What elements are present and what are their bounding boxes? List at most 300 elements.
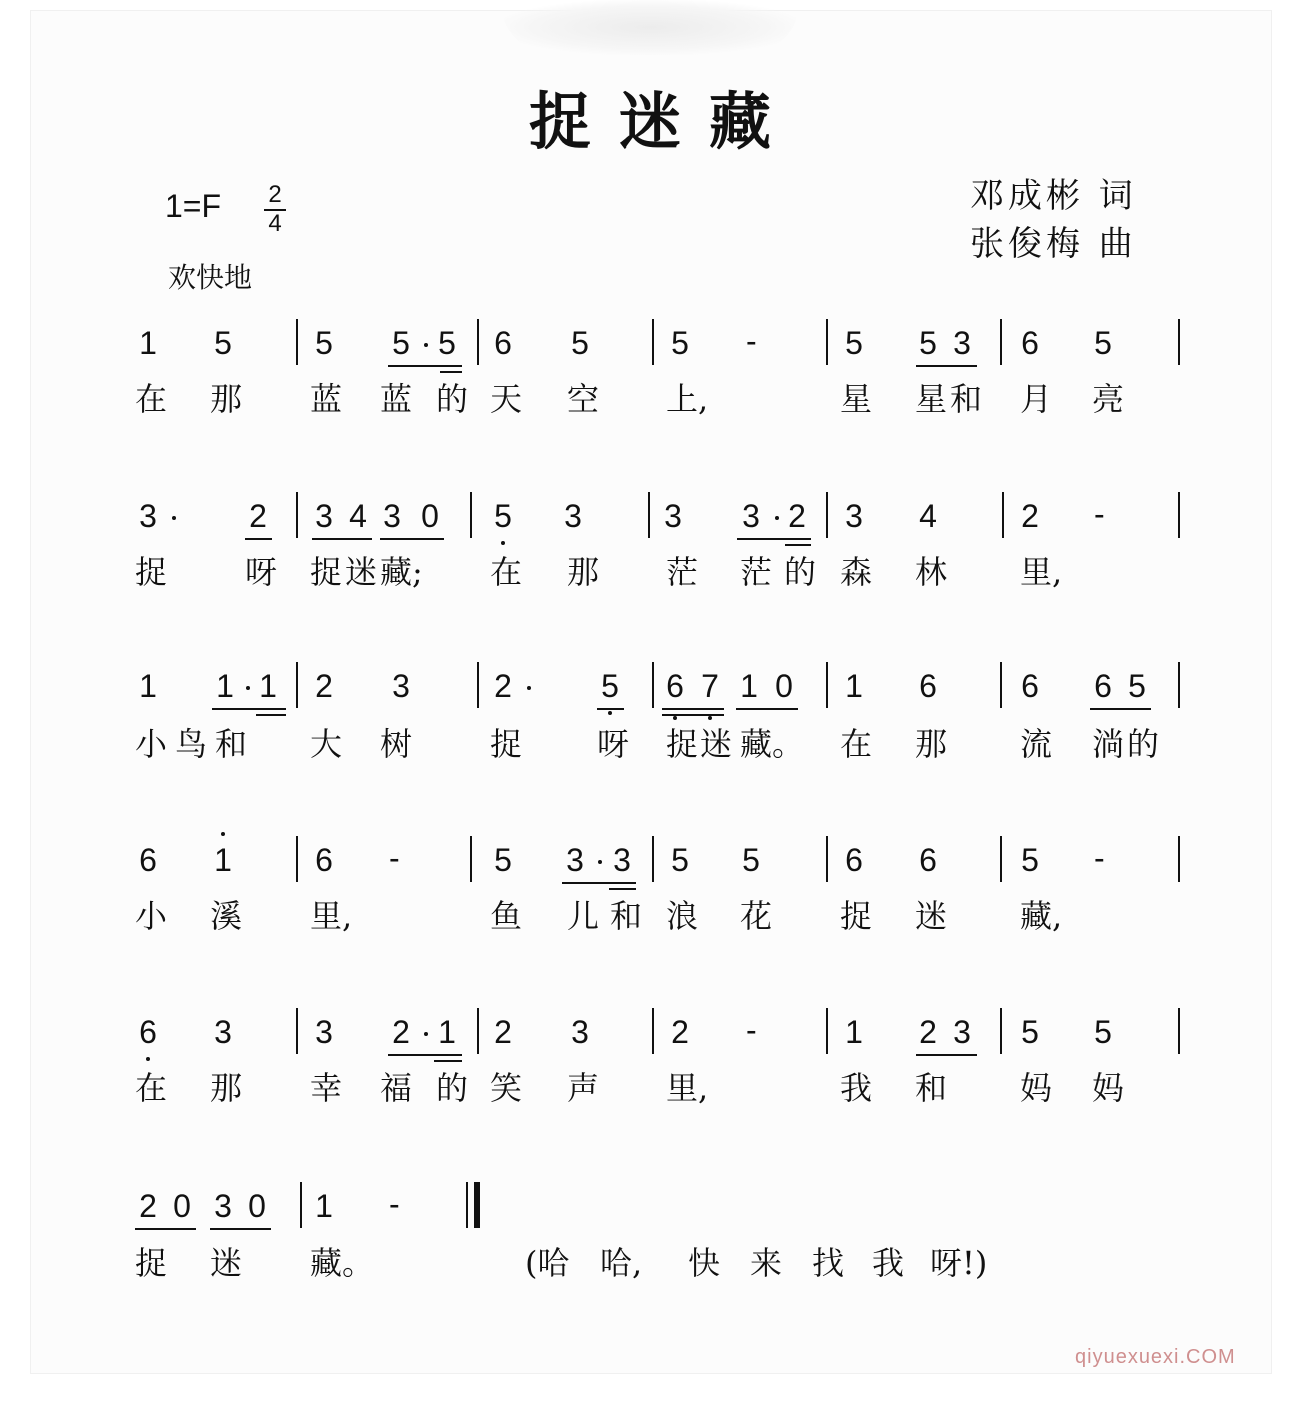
note-number: 0	[248, 1188, 266, 1224]
lyric: 空	[567, 380, 600, 418]
note	[841, 668, 867, 704]
lyric: 迷	[345, 553, 378, 591]
bar-line	[1178, 319, 1180, 365]
beam-underline	[388, 1054, 462, 1056]
note-number: 2	[494, 668, 512, 704]
low-octave-dot	[146, 1057, 150, 1061]
bar-line	[826, 319, 828, 365]
note-number: 5	[1021, 1014, 1039, 1050]
note	[490, 325, 516, 361]
bar-line	[1000, 1008, 1002, 1054]
lyric: 浪	[666, 897, 699, 935]
note-number: 3	[139, 498, 157, 534]
note	[490, 498, 516, 534]
note-number: 5	[571, 325, 589, 361]
note-number: 2	[139, 1188, 157, 1224]
augmentation-dot	[598, 860, 602, 864]
note-number: 2	[1021, 498, 1039, 534]
augmentation-dot	[424, 1032, 428, 1036]
lyric: 那	[210, 380, 243, 418]
note	[660, 498, 686, 534]
lyric: 的	[784, 553, 817, 591]
lyric: 蓝	[380, 380, 413, 418]
low-octave-dot	[708, 716, 712, 720]
note	[345, 498, 371, 534]
bar-line	[826, 1008, 828, 1054]
note	[490, 842, 516, 878]
tempo-marking: 欢快地	[168, 262, 253, 293]
bar-line	[652, 1008, 654, 1054]
key-signature: 1=F	[165, 188, 222, 224]
note	[667, 325, 693, 361]
bar-line	[1178, 1008, 1180, 1054]
note-number: 5	[315, 325, 333, 361]
note	[667, 842, 693, 878]
beam-underline	[609, 888, 636, 890]
note-number: 3	[564, 498, 582, 534]
note	[311, 1188, 337, 1224]
note-number: 1	[740, 668, 758, 704]
note-number: 1	[259, 668, 277, 704]
note-number: 3	[571, 1014, 589, 1050]
lyric: 和	[950, 380, 983, 418]
note	[311, 668, 337, 704]
lyric: 小	[135, 725, 168, 763]
lyric: 小	[135, 897, 168, 935]
note	[1090, 1014, 1116, 1050]
note	[662, 668, 688, 704]
lyric: 的	[436, 380, 469, 418]
beam-underline	[737, 538, 811, 540]
lyricist-credit: 邓成彬 词	[970, 176, 1137, 216]
bar-line	[296, 1008, 298, 1054]
note-number: 3	[613, 842, 631, 878]
bar-line	[466, 1182, 468, 1228]
note-number: 5	[919, 325, 937, 361]
note	[434, 1014, 460, 1050]
bar-line	[477, 1008, 479, 1054]
lyric: 藏。	[310, 1244, 375, 1282]
lyric: 那	[915, 725, 948, 763]
beam-underline	[916, 365, 977, 367]
note	[915, 498, 941, 534]
note-number: 6	[666, 668, 684, 704]
note	[697, 668, 723, 704]
lyric: 藏,	[1020, 897, 1063, 935]
note-number: 0	[421, 498, 439, 534]
beam-underline	[662, 708, 724, 710]
note	[562, 842, 588, 878]
lyric: 藏;	[380, 553, 423, 591]
beam-underline	[916, 1054, 977, 1056]
lyric: 在	[135, 380, 168, 418]
note	[135, 325, 161, 361]
note-number: 6	[919, 668, 937, 704]
note-number: 0	[173, 1188, 191, 1224]
note-number: 5	[1128, 668, 1146, 704]
note	[210, 325, 236, 361]
note	[210, 1188, 236, 1224]
time-signature	[264, 182, 286, 237]
bar-line	[296, 492, 298, 538]
note-number: 3	[383, 498, 401, 534]
note	[311, 498, 337, 534]
note	[1017, 498, 1043, 534]
lyric: 和	[215, 725, 248, 763]
time-signature-top: 2	[264, 182, 286, 211]
note-number: 1	[139, 325, 157, 361]
beam-underline	[135, 1228, 196, 1230]
lyric: 迷	[915, 897, 948, 935]
bar-line	[477, 319, 479, 365]
lyric: 天	[490, 380, 523, 418]
beam-underline	[736, 708, 798, 710]
note-number: 5	[392, 325, 410, 361]
lyric: 的	[1127, 725, 1160, 763]
lyric: 鱼	[490, 897, 523, 935]
bar-line	[1000, 662, 1002, 708]
note-number: 6	[919, 842, 937, 878]
note	[244, 1188, 270, 1224]
lyric: 月	[1020, 380, 1053, 418]
bar-line	[477, 662, 479, 708]
sustain-dash: -	[746, 1012, 757, 1048]
lyric: 花	[740, 897, 773, 935]
note	[135, 1188, 161, 1224]
note	[388, 668, 414, 704]
bar-line	[648, 492, 650, 538]
note	[210, 842, 236, 878]
lyric: 树	[380, 725, 413, 763]
song-title: 捉迷藏	[528, 85, 799, 158]
lyric: 森	[840, 553, 873, 591]
augmentation-dot	[527, 686, 531, 690]
note-number: 5	[601, 668, 619, 704]
beam-underline	[388, 365, 462, 367]
lyric: 捉	[135, 1244, 168, 1282]
note	[915, 325, 941, 361]
note-number: 2	[671, 1014, 689, 1050]
note-number: 6	[1021, 325, 1039, 361]
lyric: 迷	[210, 1244, 243, 1282]
note	[135, 1014, 161, 1050]
low-octave-dot	[608, 711, 612, 715]
lyric: 呀	[245, 553, 278, 591]
augmentation-dot	[424, 343, 428, 347]
lyric: 和	[610, 897, 643, 935]
note-number: 2	[919, 1014, 937, 1050]
note	[1124, 668, 1150, 704]
note	[738, 842, 764, 878]
lyric: 声	[567, 1069, 600, 1107]
note-number: 6	[315, 842, 333, 878]
note	[841, 842, 867, 878]
note-number: 2	[392, 1014, 410, 1050]
note-number: 2	[494, 1014, 512, 1050]
note	[434, 325, 460, 361]
note-number: 5	[1094, 1014, 1112, 1050]
lyric: 流	[1020, 725, 1053, 763]
beam-underline	[434, 1060, 462, 1062]
lyric: 里,	[310, 897, 353, 935]
header-decoration	[500, 0, 800, 55]
note-number: 5	[1094, 325, 1112, 361]
note-number: 3	[566, 842, 584, 878]
note	[784, 498, 810, 534]
bar-line	[652, 319, 654, 365]
note	[135, 498, 161, 534]
note	[915, 842, 941, 878]
note	[1017, 668, 1043, 704]
lyric: 找	[812, 1244, 845, 1282]
lyric: 茫	[740, 553, 773, 591]
lyric: 在	[135, 1069, 168, 1107]
bar-line	[1178, 662, 1180, 708]
lyric: 大	[310, 725, 343, 763]
final-bar-line	[474, 1182, 480, 1228]
note	[255, 668, 281, 704]
augmentation-dot	[246, 686, 250, 690]
lyric: 上,	[666, 380, 709, 418]
note	[597, 668, 623, 704]
note	[738, 498, 764, 534]
note-number: 3	[845, 498, 863, 534]
note-number: 3	[392, 668, 410, 704]
time-signature-bottom: 4	[268, 210, 282, 237]
lyric: 星	[915, 380, 948, 418]
note-number: 5	[742, 842, 760, 878]
lyric: 林	[915, 553, 948, 591]
note	[212, 668, 238, 704]
beam-underline	[662, 714, 724, 716]
lyric: 妈	[1020, 1069, 1053, 1107]
lyric: 和	[915, 1069, 948, 1107]
note-number: 3	[953, 325, 971, 361]
note-number: 5	[671, 842, 689, 878]
lyric: 快	[688, 1244, 721, 1282]
bar-line	[296, 319, 298, 365]
lyric: 儿	[567, 897, 600, 935]
note-number: 1	[845, 668, 863, 704]
lyric: 蓝	[310, 380, 343, 418]
bar-line	[826, 836, 828, 882]
beam-underline	[597, 708, 624, 710]
beam-underline	[440, 371, 462, 373]
lyric: 星	[840, 380, 873, 418]
note	[841, 325, 867, 361]
bar-line	[1178, 492, 1180, 538]
lyric: 呀	[597, 725, 630, 763]
note	[915, 1014, 941, 1050]
lyric: 在	[840, 725, 873, 763]
beam-underline	[1090, 708, 1151, 710]
bar-line	[652, 662, 654, 708]
beam-underline	[562, 882, 636, 884]
lyric: 藏。	[740, 725, 805, 763]
lyric: 幸	[310, 1069, 343, 1107]
note	[311, 842, 337, 878]
note-number: 6	[139, 842, 157, 878]
bar-line	[470, 492, 472, 538]
note-number: 5	[1021, 842, 1039, 878]
lyric: 里,	[1020, 553, 1063, 591]
note	[841, 498, 867, 534]
composer-credit: 张俊梅 曲	[970, 224, 1137, 264]
lyric: (哈	[525, 1244, 570, 1282]
lyric: 呀!)	[930, 1244, 988, 1282]
note-number: 2	[315, 668, 333, 704]
lyric: 来	[750, 1244, 783, 1282]
note	[135, 842, 161, 878]
note-number: 1	[216, 668, 234, 704]
note-number: 7	[701, 668, 719, 704]
lyric: 哈,	[600, 1244, 643, 1282]
note-number: 1	[214, 842, 232, 878]
note-number: 3	[315, 1014, 333, 1050]
lyric: 妈	[1092, 1069, 1125, 1107]
note-number: 3	[664, 498, 682, 534]
beam-underline	[312, 538, 372, 540]
bar-line	[1000, 319, 1002, 365]
note	[490, 668, 516, 704]
note	[490, 1014, 516, 1050]
note-number: 3	[214, 1188, 232, 1224]
beam-underline	[245, 538, 272, 540]
note	[1017, 1014, 1043, 1050]
lyric: 捉	[666, 725, 699, 763]
note-number: 5	[494, 498, 512, 534]
note-number: 1	[139, 668, 157, 704]
bar-line	[296, 662, 298, 708]
note-number: 5	[845, 325, 863, 361]
note-number: 0	[775, 668, 793, 704]
sustain-dash: -	[1094, 840, 1105, 876]
note-number: 5	[214, 325, 232, 361]
note	[771, 668, 797, 704]
lyric: 捉	[840, 897, 873, 935]
note	[1017, 842, 1043, 878]
note-number: 2	[249, 498, 267, 534]
watermark: qiyuexuexi.COM	[1075, 1346, 1236, 1368]
lyric: 里,	[666, 1069, 709, 1107]
note	[667, 1014, 693, 1050]
note-number: 5	[671, 325, 689, 361]
note-number: 6	[1094, 668, 1112, 704]
note	[311, 1014, 337, 1050]
sustain-dash: -	[1094, 496, 1105, 532]
low-octave-dot	[673, 716, 677, 720]
note-number: 1	[845, 1014, 863, 1050]
augmentation-dot	[775, 516, 779, 520]
lyric: 那	[210, 1069, 243, 1107]
note-number: 3	[742, 498, 760, 534]
note	[388, 325, 414, 361]
note	[135, 668, 161, 704]
lyric: 溪	[210, 897, 243, 935]
bar-line	[652, 836, 654, 882]
note-number: 6	[494, 325, 512, 361]
note-number: 6	[1021, 668, 1039, 704]
note-number: 1	[315, 1188, 333, 1224]
note	[210, 1014, 236, 1050]
sustain-dash: -	[746, 323, 757, 359]
note	[1090, 325, 1116, 361]
lyric: 鸟	[175, 725, 208, 763]
note	[609, 842, 635, 878]
lyric: 亮	[1092, 380, 1125, 418]
note	[417, 498, 443, 534]
lyric: 迷	[700, 725, 733, 763]
beam-underline	[380, 538, 444, 540]
lyric: 捉	[310, 553, 343, 591]
note	[388, 1014, 414, 1050]
note-number: 1	[438, 1014, 456, 1050]
note-number: 4	[919, 498, 937, 534]
beam-underline	[210, 1228, 271, 1230]
note-number: 6	[139, 1014, 157, 1050]
bar-line	[300, 1182, 302, 1228]
beam-underline	[256, 714, 286, 716]
low-octave-dot	[501, 541, 505, 545]
lyric: 笑	[490, 1069, 523, 1107]
note	[736, 668, 762, 704]
note	[169, 1188, 195, 1224]
note	[1017, 325, 1043, 361]
lyric: 那	[567, 553, 600, 591]
bar-line	[826, 662, 828, 708]
note-number: 3	[214, 1014, 232, 1050]
bar-line	[296, 836, 298, 882]
note	[311, 325, 337, 361]
note	[567, 1014, 593, 1050]
bar-line	[1002, 492, 1004, 538]
augmentation-dot	[172, 516, 176, 520]
lyric: 捉	[135, 553, 168, 591]
lyric: 我	[872, 1244, 905, 1282]
bar-line	[1000, 836, 1002, 882]
note	[949, 325, 975, 361]
note-number: 3	[953, 1014, 971, 1050]
note	[560, 498, 586, 534]
lyric: 我	[840, 1069, 873, 1107]
beam-underline	[212, 708, 286, 710]
lyric: 福	[380, 1069, 413, 1107]
sustain-dash: -	[389, 840, 400, 876]
lyric: 的	[436, 1069, 469, 1107]
note	[567, 325, 593, 361]
note-number: 3	[315, 498, 333, 534]
note-number: 6	[845, 842, 863, 878]
sustain-dash: -	[389, 1186, 400, 1222]
lyric: 捉	[490, 725, 523, 763]
note	[841, 1014, 867, 1050]
note-number: 4	[349, 498, 367, 534]
high-octave-dot	[221, 832, 225, 836]
lyric: 茫	[666, 553, 699, 591]
note	[915, 668, 941, 704]
note-number: 2	[788, 498, 806, 534]
note	[379, 498, 405, 534]
note-number: 5	[494, 842, 512, 878]
note-number: 5	[438, 325, 456, 361]
note	[949, 1014, 975, 1050]
beam-underline	[785, 544, 811, 546]
note	[245, 498, 271, 534]
bar-line	[826, 492, 828, 538]
bar-line	[470, 836, 472, 882]
note	[1090, 668, 1116, 704]
lyric: 淌	[1092, 725, 1125, 763]
